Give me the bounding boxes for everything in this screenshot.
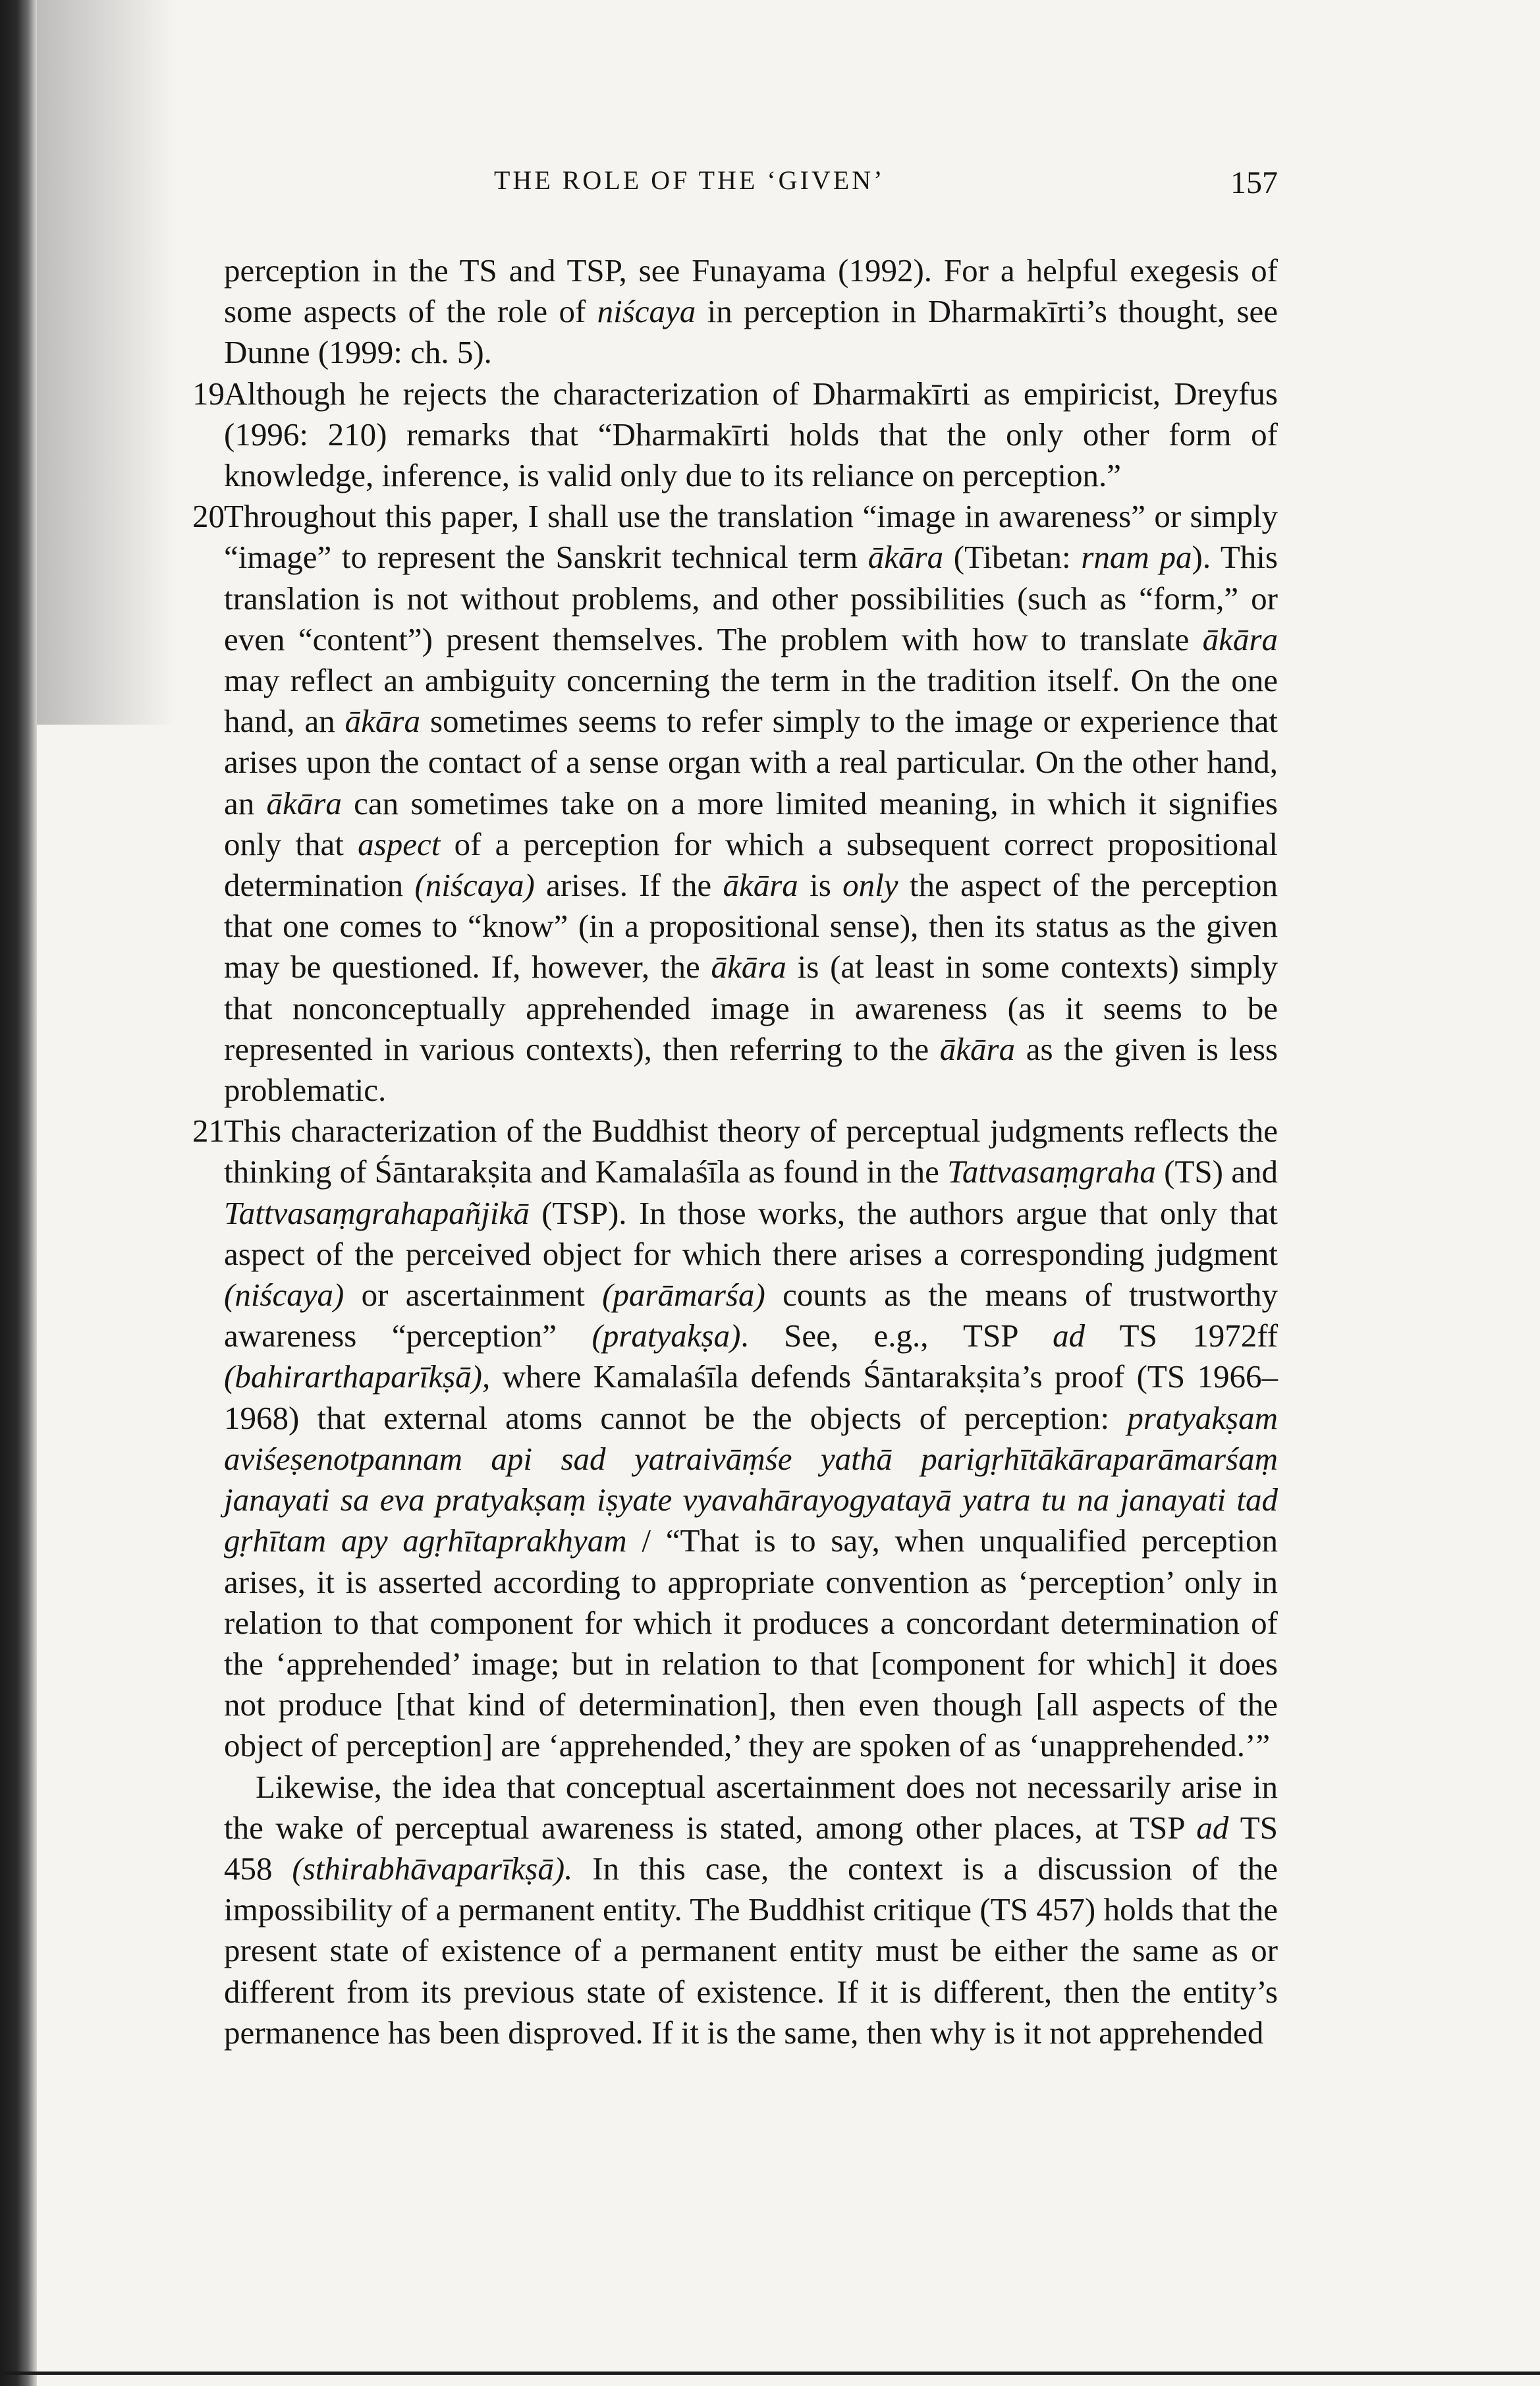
footnote-number: 21 xyxy=(192,1113,225,1150)
footnote-20: 20 Throughout this paper, I shall use the translation “image in awareness” or simply “image” to represent the Sanskrit technical term ākāra (Tibetan: rnam pa). This translation is not without problems, and other possibilities (such as “form,” or even “content”) present themselves. The problem with how to translate ākāra may reflect an ambiguity concerning the term in the tradition itself. On the one hand, an ākāra sometimes seems to refer simply to the image or experience that arises upon the contact of a sense organ with a real particular. On the other hand, an ākāra can sometimes take on a more limited meaning, in which it signifies only that aspect of a perception for which a subsequent correct propositional determination (niścaya) arises. If the ākāra is only the aspect of the perception that one comes to “know” (in a propositional sense), then its status as the given may be questioned. If, however, the ākāra is (at least in some contexts) simply that nonconceptually apprehended image in awareness (as it seems to be represented in various contexts), then referring to the ākāra as the given is less problematic. xyxy=(224,496,1278,1111)
note-18-continuation: perception in the TS and TSP, see Funayama (1992). For a helpful exegesis of some aspects of the role of niścaya in perception in Dharmakīrti’s thought, see Dunne (1999: ch. 5). xyxy=(224,252,1279,371)
running-title: THE ROLE OF THE ‘GIVEN’ xyxy=(494,165,885,195)
book-gutter-shadow xyxy=(0,0,37,2386)
page-number: 157 xyxy=(1230,165,1278,200)
footnote-text: Although he rejects the characterization of Dharmakīrti as empiricist, Dreyfus (1996: 210) remarks that “Dharmakīrti holds that the only other form of knowledge, inference, is valid only due to its reliance on perception.” xyxy=(224,375,1278,494)
footnote-number: 20 xyxy=(192,498,225,535)
footnote-19 xyxy=(192,374,1278,497)
footnotes-body xyxy=(192,250,1279,2053)
footnote-number: 19 xyxy=(192,375,225,412)
scan-shading xyxy=(37,0,175,725)
page-header xyxy=(224,165,1278,204)
footnote-21-paragraph-2: Likewise, the idea that conceptual ascertainment does not necessarily arise in the wake of perceptual awareness is stated, among other places, at TSP ad TS 458 (sthirabhāvaparīkṣā). In this case, the context is a discussion of the impossibility of a permanent entity. The Buddhist critique (TS 457) holds that the present state of existence of a permanent entity must be either the same as or different from its previous state of existence. If it is different, then the entity’s permanence has been disproved. If it is the same, then why is it not apprehended xyxy=(224,1768,1278,2051)
scan-bottom-edge xyxy=(0,2372,1540,2375)
footnote-21: 21 This characterization of the Buddhist theory of perceptual judgments reflects the thinking of Śāntarakṣita and Kamalaśīla as found in the Tattvasaṃgraha (TS) and Tattvasaṃgrahapañjikā (TSP). In those works, the authors argue that only that aspect of the perceived object for which there arises a corresponding judgment (niścaya) or ascertainment (parāmarśa) counts as the means of trustworthy awareness “perception” (pratyakṣa). See, e.g., TSP ad TS 1972ff (bahirarthaparīkṣā), where Kamalaśīla defends Śāntarakṣita’s proof (TS 1966–1968) that external atoms cannot be the objects of perception: pratyakṣam aviśeṣenotpannam api sad yatraivāṃśe yathā parigṛhītākāraparāmarśaṃ janayati sa eva pratyakṣaṃ iṣyate vyavahārayogyatayā yatra tu na janayati tad gṛhītam apy agṛhītaprakhyam / “That is to say, when unqualified perception arises, it is asserted according to appropriate convention as ‘perception’ only in relation to that component for which it produces a concordant determination of the ‘apprehended’ image; but in relation to that [component for which] it does not produce [that kind of determination], then even though [all aspects of the object of perception] are ‘apprehended,’ they are spoken of as ‘unapprehended.’” xyxy=(224,1111,1278,1766)
